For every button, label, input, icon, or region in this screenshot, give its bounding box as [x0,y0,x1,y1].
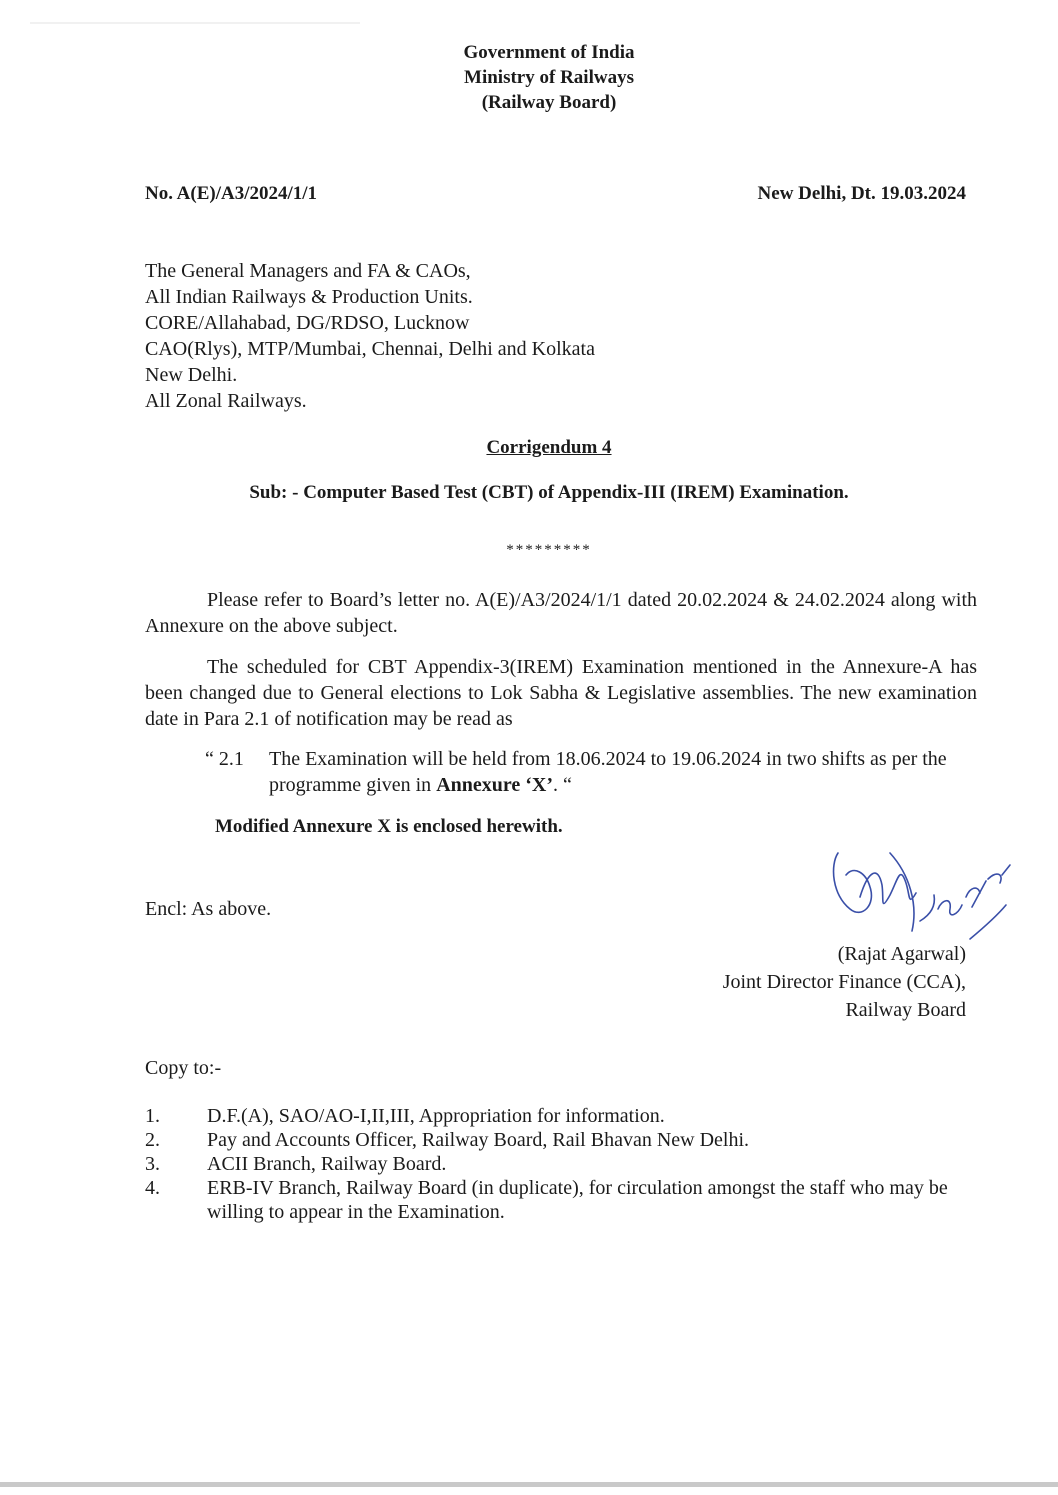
list-item-number: 2. [145,1129,160,1151]
list-item-text: ERB-IV Branch, Railway Board (in duplicate), for circulation amongst the staff who may be willing to appear in the Examination. [207,1177,948,1223]
list-item [145,1128,985,1152]
subject-line: Sub: - Computer Based Test (CBT) of Appendix-III (IREM) Examination. [249,482,849,503]
addressee-line: New Delhi. [145,364,238,386]
reference-number: No. A(E)/A3/2024/1/1 [145,183,318,204]
modified-annexure-note: Modified Annexure X is enclosed herewith. [215,816,563,837]
place-date: New Delhi, Dt. 19.03.2024 [757,183,966,204]
copy-to-list [145,1104,985,1224]
addressee-line: The General Managers and FA & CAOs, [145,260,471,282]
addressee-line: All Indian Railways & Production Units. [145,286,473,308]
letterhead-ministry: Ministry of Railways [464,67,634,88]
list-item [145,1176,985,1224]
signatory-block [723,940,966,1024]
quote-text [269,746,975,798]
paragraph-change: The scheduled for CBT Appendix-3(IREM) Examination mentioned in the Annexure-A has been changed due to General elections to Lok Sabha & Legislative assemblies. The new examination date in Para 2.1 of notification may be read as [145,656,977,730]
quote-text-end: . “ [553,774,572,796]
quote-number: “ 2.1 [205,748,244,770]
list-item-number: 4. [145,1177,160,1199]
list-item-number: 3. [145,1153,160,1175]
letterhead-board: (Railway Board) [481,92,617,113]
document-title: Corrigendum 4 [486,437,612,458]
signatory-designation: Joint Director Finance (CCA), [722,971,966,993]
list-item-number: 1. [145,1105,160,1127]
list-item-text: D.F.(A), SAO/AO-I,II,III, Appropriation for information. [207,1105,665,1127]
list-item-text: Pay and Accounts Officer, Railway Board, Rail Bhavan New Delhi. [207,1129,750,1151]
signature-icon [820,835,1020,945]
list-item [145,1104,985,1128]
addressee-block [145,258,595,414]
addressee-line: All Zonal Railways. [145,390,307,412]
addressee-line: CORE/Allahabad, DG/RDSO, Lucknow [145,312,470,334]
letterhead-government: Government of India [463,42,635,63]
quoted-para-2-1 [205,746,975,798]
signatory-office: Railway Board [845,999,966,1021]
enclosure-note: Encl: As above. [145,898,272,920]
quote-annexure: Annexure ‘X’ [436,774,554,796]
letterhead [0,40,1058,115]
page-bottom-border [0,1482,1058,1487]
scan-artifact [30,22,360,24]
quote-text-main: The Examination will be held from 18.06.2024 to 19.06.2024 in two shifts as per the programme given in [269,748,947,796]
paragraph-reference: Please refer to Board’s letter no. A(E)/A3/2024/1/1 dated 20.02.2024 & 24.02.2024 along with Annexure on the above subject. [145,589,977,637]
list-item [145,1152,985,1176]
addressee-line: CAO(Rlys), MTP/Mumbai, Chennai, Delhi and Kolkata [145,338,595,360]
separator: ********* [506,542,592,558]
copy-to-heading: Copy to:- [145,1057,222,1079]
signatory-name: (Rajat Agarwal) [837,943,966,965]
handwritten-signature [820,835,1020,945]
list-item-text: ACII Branch, Railway Board. [207,1153,447,1175]
